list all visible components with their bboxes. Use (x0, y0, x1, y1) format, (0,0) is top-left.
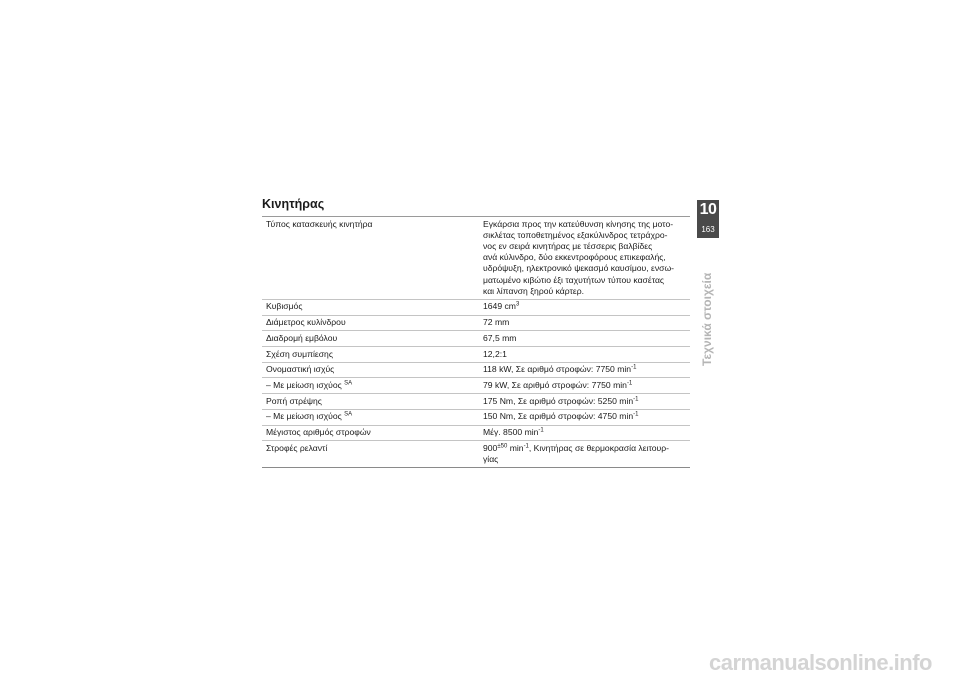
spec-label: Σχέση συμπίεσης (262, 347, 479, 363)
spec-label: Στροφές ρελαντί (262, 441, 479, 468)
spec-label-superscript: SA (344, 411, 353, 418)
spec-label-text: – Με μείωση ισχύος (266, 379, 342, 390)
table-row (262, 409, 690, 425)
spec-value (479, 217, 690, 300)
spec-value-line: και λίπανση ξηρού κάρτερ. (483, 285, 585, 296)
spec-value-line: γίας (483, 453, 499, 464)
spec-value (479, 409, 690, 425)
spec-value-tolerance: ±50 (497, 443, 508, 450)
spec-label: Μέγιστος αριθμός στροφών (262, 425, 479, 441)
spec-label: Ονομαστική ισχύς (262, 362, 479, 378)
spec-value-superscript: -1 (633, 411, 639, 418)
spec-value-text: 1649 cm (483, 301, 516, 312)
table-row (262, 394, 690, 410)
spec-value-line: ματωμένο κιβώτιο έξι ταχυτήτων τύπου κασέτας (483, 274, 665, 285)
spec-value-text: 150 Nm, Σε αριθμό στροφών: 4750 min (483, 411, 634, 422)
spec-value (479, 394, 690, 410)
engine-spec-table (262, 216, 690, 468)
watermark: carmanualsonline.info (709, 650, 932, 675)
chapter-number: 10 (699, 201, 717, 218)
table-row (262, 347, 690, 363)
spec-value-superscript: -1 (523, 443, 529, 450)
spec-value (479, 425, 690, 441)
spec-value-line: υδρόψυξη, ηλεκτρονικό ψεκασμό καυσίμου, ενσω- (483, 263, 675, 274)
spec-value-superscript: -1 (538, 427, 544, 434)
table-row (262, 331, 690, 347)
spec-value-text: 118 kW, Σε αριθμό στροφών: 7750 min (483, 364, 632, 375)
spec-value (479, 362, 690, 378)
chapter-caption-text: Τεχνικά στοιχεία (700, 272, 714, 366)
spec-label-superscript: SA (344, 380, 353, 387)
spec-label-text: – Με μείωση ισχύος (266, 411, 342, 422)
spec-label (262, 409, 479, 425)
chapter-caption (700, 242, 716, 366)
spec-label: Τύπος κατασκευής κινητήρα (262, 217, 479, 300)
spec-label: Διαδρομή εμβόλου (262, 331, 479, 347)
table-row (262, 362, 690, 378)
spec-value: 12,2:1 (479, 347, 690, 363)
spec-label: Κυβισμός (262, 299, 479, 315)
table-row (262, 441, 690, 468)
table-row (262, 299, 690, 315)
spec-value-line: νος εν σειρά κινητήρας με τέσσερις βαλβίδες (483, 240, 653, 251)
page-number: 163 (701, 225, 715, 234)
spec-value-text: 79 kW, Σε αριθμό στροφών: 7750 min (483, 379, 627, 390)
spec-value-superscript: -1 (626, 380, 633, 387)
table-row (262, 378, 690, 394)
table-row (262, 425, 690, 441)
spec-value-line: ανά κύλινδρο, δύο εκκεντροφόρους επικεφαλής, (483, 252, 666, 263)
spec-value-superscript: -1 (633, 396, 639, 403)
spec-value-line: Εγκάρσια προς την κατεύθυνση κίνησης της μοτο- (483, 218, 674, 229)
spec-label (262, 378, 479, 394)
spec-value-superscript: -1 (631, 364, 637, 371)
spec-value: 67,5 mm (479, 331, 690, 347)
spec-value-line: σικλέτας τοποθετημένος εξακύλινδρος τετράχρο- (483, 229, 668, 240)
spec-value-text: 175 Nm, Σε αριθμό στροφών: 5250 min (483, 395, 634, 406)
spec-value-line (483, 443, 686, 454)
spec-value-suffix: , Κινητήρας σε θερμοκρασία λειτουρ- (528, 442, 669, 453)
spec-value-text: min (507, 442, 524, 453)
spec-value-superscript: 3 (515, 301, 520, 308)
spec-value (479, 441, 690, 468)
chapter-tab (697, 200, 719, 238)
spec-label: Ροπή στρέψης (262, 394, 479, 410)
spec-value: 72 mm (479, 315, 690, 331)
spec-value (479, 299, 690, 315)
spec-value-prefix: 900 (483, 442, 498, 453)
spec-value (479, 378, 690, 394)
table-row (262, 217, 690, 300)
table-row (262, 315, 690, 331)
spec-label: Διάμετρος κυλίνδρου (262, 315, 479, 331)
spec-value-text: Μέγ. 8500 min (483, 427, 539, 438)
section-title: Κινητήρας (262, 197, 325, 211)
